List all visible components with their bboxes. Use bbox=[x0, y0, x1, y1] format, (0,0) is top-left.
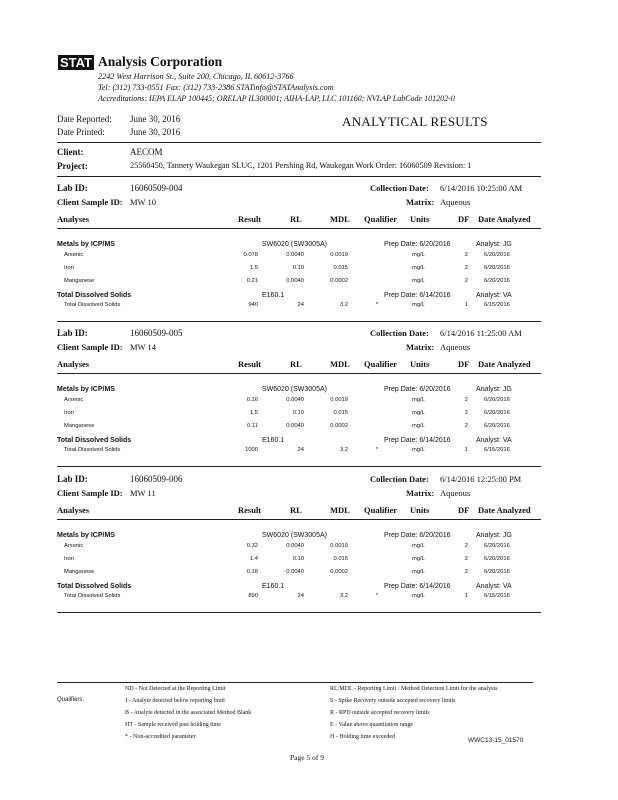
date-reported-label: Date Reported: bbox=[57, 114, 112, 124]
client-sample-id-label: Client Sample ID: bbox=[57, 197, 123, 207]
units-value: mg/L bbox=[412, 397, 425, 403]
date-analyzed-value: 6/20/2016 bbox=[484, 278, 510, 284]
mdl-value: 0.0019 bbox=[330, 252, 348, 258]
matrix: Aqueous bbox=[440, 197, 471, 207]
analysis-group-name: Total Dissolved Solids bbox=[57, 437, 132, 444]
analyte-name: Iron bbox=[64, 410, 74, 416]
analyst: Analyst: VA bbox=[476, 583, 512, 590]
col-analyses: Analyses bbox=[57, 505, 90, 515]
analyst: Analyst: JG bbox=[476, 386, 512, 393]
qualifier-note: HT - Sample received past holding time bbox=[125, 722, 221, 728]
date-analyzed-value: 6/20/2016 bbox=[484, 543, 510, 549]
footer-divider bbox=[57, 682, 533, 683]
df-value: 1 bbox=[464, 447, 468, 453]
units-value: mg/L bbox=[412, 593, 425, 599]
rl-value: 0.0040 bbox=[286, 569, 304, 575]
date-analyzed-value: 6/20/2016 bbox=[484, 252, 510, 258]
client-label: Client: bbox=[57, 147, 84, 157]
df-value: 2 bbox=[464, 556, 468, 562]
mdl-value: 0.0002 bbox=[330, 423, 348, 429]
rl-value: 24 bbox=[297, 447, 304, 453]
df-value: 2 bbox=[464, 278, 468, 284]
analyte-name: Arsenic bbox=[64, 252, 84, 258]
col-date-analyzed: Date Analyzed bbox=[478, 359, 531, 369]
collection-date: 6/14/2016 11:25:00 AM bbox=[440, 328, 522, 338]
header-divider bbox=[57, 142, 541, 143]
qualifier-note: J - Analyte detected below reporting limit bbox=[125, 698, 225, 704]
report-title: ANALYTICAL RESULTS bbox=[342, 114, 488, 129]
analysis-method: SW6020 (SW3005A) bbox=[262, 532, 327, 539]
date-printed: June 30, 2016 bbox=[130, 127, 181, 137]
analyte-name: Arsenic bbox=[64, 397, 84, 403]
df-value: 2 bbox=[464, 423, 468, 429]
collection-date-label: Collection Date: bbox=[370, 183, 429, 193]
client-sample-id: MW 11 bbox=[130, 488, 156, 498]
df-value: 1 bbox=[464, 593, 468, 599]
analysis-group-name: Metals by ICP/MS bbox=[57, 241, 115, 248]
col-mdl: MDL bbox=[330, 505, 350, 515]
units-value: mg/L bbox=[412, 447, 425, 453]
analyte-name: Arsenic bbox=[64, 543, 84, 549]
column-header-divider bbox=[57, 228, 541, 229]
lab-id-label: Lab ID: bbox=[57, 474, 88, 484]
col-analyses: Analyses bbox=[57, 359, 90, 369]
units-value: mg/L bbox=[412, 252, 425, 258]
mdl-value: 3.2 bbox=[339, 302, 348, 308]
analysis-method: E160.1 bbox=[262, 292, 285, 299]
matrix: Aqueous bbox=[440, 342, 471, 352]
analyte-name: Manganese bbox=[64, 569, 95, 575]
mdl-value: 0.0019 bbox=[330, 397, 348, 403]
analysis-group-name: Total Dissolved Solids bbox=[57, 583, 132, 590]
qualifier-note: H - Holding time exceeded bbox=[330, 734, 395, 740]
qualifier-note: ND - Not Detected at the Reporting Limit bbox=[125, 686, 226, 692]
analyst: Analyst: JG bbox=[476, 532, 512, 539]
stat-logo: STAT bbox=[59, 55, 92, 70]
mdl-value: 0.015 bbox=[333, 410, 348, 416]
units-value: mg/L bbox=[412, 423, 425, 429]
collection-date: 6/14/2016 10:25:00 AM bbox=[440, 183, 523, 193]
qualifier-value: * bbox=[375, 447, 379, 453]
result-value: 0.18 bbox=[246, 569, 258, 575]
rl-value: 0.10 bbox=[292, 410, 304, 416]
result-value: 1000 bbox=[245, 447, 258, 453]
matrix: Aqueous bbox=[440, 488, 471, 498]
result-value: 0.11 bbox=[247, 423, 258, 429]
mdl-value: 3.2 bbox=[339, 447, 348, 453]
analysis-method: SW6020 (SW3005A) bbox=[262, 386, 327, 393]
col-mdl: MDL bbox=[330, 214, 350, 224]
date-printed-label: Date Printed: bbox=[57, 127, 105, 137]
lab-id-label: Lab ID: bbox=[57, 183, 88, 193]
col-date-analyzed: Date Analyzed bbox=[478, 214, 531, 224]
client-sample-id-label: Client Sample ID: bbox=[57, 342, 123, 352]
mdl-value: 0.015 bbox=[333, 556, 348, 562]
col-units: Units bbox=[410, 359, 430, 369]
qualifier-value: * bbox=[375, 302, 379, 308]
qualifier-note: * - Non-accredited parameter bbox=[125, 734, 196, 740]
rl-value: 0.0040 bbox=[286, 423, 304, 429]
client-name: AECOM bbox=[130, 147, 163, 157]
qualifiers-label: Qualifiers: bbox=[57, 697, 85, 703]
qualifier-note: RL/MDL - Reporting Limit / Method Detection Limit for the analysis bbox=[330, 686, 498, 692]
analysis-method: SW6020 (SW3005A) bbox=[262, 241, 327, 248]
units-value: mg/L bbox=[412, 543, 425, 549]
analyte-name: Total Dissolved Solids bbox=[64, 593, 121, 599]
date-analyzed-value: 6/15/2016 bbox=[484, 302, 510, 308]
sample-divider bbox=[57, 612, 541, 613]
result-value: 0.21 bbox=[246, 278, 258, 284]
col-rl: RL bbox=[290, 505, 302, 515]
qualifier-note: R - RPD outside accepted recovery limits bbox=[330, 710, 430, 716]
lab-id: 16060509-005 bbox=[130, 328, 183, 338]
rl-value: 0.10 bbox=[292, 556, 304, 562]
date-reported: June 30, 2016 bbox=[130, 114, 181, 124]
qualifier-note: E - Value above quantitation range bbox=[330, 722, 414, 728]
analyte-name: Iron bbox=[64, 556, 74, 562]
result-value: 0.16 bbox=[246, 397, 258, 403]
rl-value: 24 bbox=[297, 593, 304, 599]
col-qualifier: Qualifier bbox=[364, 214, 398, 224]
client-sample-id: MW 10 bbox=[130, 197, 157, 207]
document-code: WWC13-15_01570 bbox=[468, 737, 524, 744]
lab-id: 16060509-006 bbox=[130, 474, 183, 484]
mdl-value: 0.0002 bbox=[330, 278, 348, 284]
analyte-name: Total Dissolved Solids bbox=[64, 447, 121, 453]
analyte-name: Total Dissolved Solids bbox=[64, 302, 121, 308]
result-value: 1.5 bbox=[249, 410, 258, 416]
sample-divider bbox=[57, 321, 541, 322]
prep-date: Prep Date: 6/14/2016 bbox=[384, 292, 451, 299]
column-header-divider bbox=[57, 373, 541, 374]
df-value: 2 bbox=[464, 543, 468, 549]
accreditations: Accreditations: IEPA ELAP 100445; ORELAP IL300001; AIHA-LAP, LLC 101160; NVLAP LabCode 101202-0 bbox=[98, 94, 455, 103]
collection-date-label: Collection Date: bbox=[370, 474, 429, 484]
analysis-group-name: Metals by ICP/MS bbox=[57, 386, 115, 393]
client-sample-id: MW 14 bbox=[130, 342, 157, 352]
project-label: Project: bbox=[57, 161, 88, 171]
result-value: 890 bbox=[248, 593, 258, 599]
qualifier-note: B - Analyte detected in the associated Method Blank bbox=[125, 710, 252, 716]
rl-value: 0.0040 bbox=[286, 278, 304, 284]
qualifier-note: S - Spike Recovery outside accepted recovery limits bbox=[330, 698, 456, 704]
analysis-method: E160.1 bbox=[262, 583, 285, 590]
col-rl: RL bbox=[290, 359, 302, 369]
mdl-value: 0.015 bbox=[333, 265, 348, 271]
col-df: DF bbox=[458, 359, 470, 369]
col-qualifier: Qualifier bbox=[364, 505, 398, 515]
analysis-group-name: Metals by ICP/MS bbox=[57, 532, 115, 539]
date-analyzed-value: 6/15/2016 bbox=[484, 593, 510, 599]
analyte-name: Iron bbox=[64, 265, 74, 271]
col-result: Result bbox=[238, 214, 262, 224]
col-df: DF bbox=[458, 505, 470, 515]
col-result: Result bbox=[238, 505, 262, 515]
prep-date: Prep Date: 6/20/2016 bbox=[384, 386, 451, 393]
units-value: mg/L bbox=[412, 302, 425, 308]
analyte-name: Manganese bbox=[64, 423, 95, 429]
rl-value: 24 bbox=[297, 302, 304, 308]
col-units: Units bbox=[410, 214, 430, 224]
analyst: Analyst: JG bbox=[476, 241, 512, 248]
rl-value: 0.0040 bbox=[286, 543, 304, 549]
lab-id-label: Lab ID: bbox=[57, 328, 88, 338]
analysis-group-name: Total Dissolved Solids bbox=[57, 292, 132, 299]
mdl-value: 3.2 bbox=[339, 593, 348, 599]
col-qualifier: Qualifier bbox=[364, 359, 398, 369]
prep-date: Prep Date: 6/20/2016 bbox=[384, 532, 451, 539]
page-number: Page 5 of 9 bbox=[290, 753, 324, 762]
result-value: 0.078 bbox=[243, 252, 258, 258]
units-value: mg/L bbox=[412, 278, 425, 284]
project-divider bbox=[57, 176, 541, 177]
col-rl: RL bbox=[290, 214, 302, 224]
analyst: Analyst: VA bbox=[476, 292, 512, 299]
col-date-analyzed: Date Analyzed bbox=[478, 505, 531, 515]
date-analyzed-value: 6/20/2016 bbox=[484, 410, 510, 416]
result-value: 0.32 bbox=[246, 543, 258, 549]
collection-date: 6/14/2016 12:25:00 PM bbox=[440, 474, 522, 484]
mdl-value: 0.0019 bbox=[330, 543, 348, 549]
units-value: mg/L bbox=[412, 569, 425, 575]
prep-date: Prep Date: 6/14/2016 bbox=[384, 583, 451, 590]
analyte-name: Manganese bbox=[64, 278, 95, 284]
analyst: Analyst: VA bbox=[476, 437, 512, 444]
units-value: mg/L bbox=[412, 410, 425, 416]
rl-value: 0.10 bbox=[292, 265, 304, 271]
date-analyzed-value: 6/20/2016 bbox=[484, 397, 510, 403]
col-mdl: MDL bbox=[330, 359, 350, 369]
matrix-label: Matrix: bbox=[406, 197, 435, 207]
col-result: Result bbox=[238, 359, 262, 369]
company-name: Analysis Corporation bbox=[98, 54, 223, 69]
result-value: 1.4 bbox=[249, 556, 258, 562]
project-info: 25560450, Tannery Waukegan SLUC, 1201 Pershing Rd, Waukegan Work Order: 16060509 Revision: 1 bbox=[130, 161, 472, 170]
df-value: 2 bbox=[464, 397, 468, 403]
result-value: 940 bbox=[248, 302, 258, 308]
prep-date: Prep Date: 6/14/2016 bbox=[384, 437, 451, 444]
df-value: 2 bbox=[464, 569, 468, 575]
col-analyses: Analyses bbox=[57, 214, 90, 224]
matrix-label: Matrix: bbox=[406, 342, 435, 352]
col-units: Units bbox=[410, 505, 430, 515]
df-value: 2 bbox=[464, 410, 468, 416]
lab-id: 16060509-004 bbox=[130, 183, 183, 193]
sample-divider bbox=[57, 466, 541, 467]
mdl-value: 0.0002 bbox=[330, 569, 348, 575]
rl-value: 0.0040 bbox=[286, 397, 304, 403]
date-analyzed-value: 6/20/2016 bbox=[484, 556, 510, 562]
rl-value: 0.0040 bbox=[286, 252, 304, 258]
company-address: 2242 West Harrison St., Suite 200, Chicago, IL 60612-3766 bbox=[98, 72, 294, 81]
column-header-divider bbox=[57, 519, 541, 520]
units-value: mg/L bbox=[412, 556, 425, 562]
df-value: 2 bbox=[464, 252, 468, 258]
matrix-label: Matrix: bbox=[406, 488, 435, 498]
result-value: 1.5 bbox=[249, 265, 258, 271]
collection-date-label: Collection Date: bbox=[370, 328, 429, 338]
date-analyzed-value: 6/15/2016 bbox=[484, 447, 510, 453]
df-value: 2 bbox=[464, 265, 468, 271]
date-analyzed-value: 6/20/2016 bbox=[484, 569, 510, 575]
date-analyzed-value: 6/20/2016 bbox=[484, 265, 510, 271]
units-value: mg/L bbox=[412, 265, 425, 271]
df-value: 1 bbox=[464, 302, 468, 308]
col-df: DF bbox=[458, 214, 470, 224]
client-sample-id-label: Client Sample ID: bbox=[57, 488, 123, 498]
analysis-method: E160.1 bbox=[262, 437, 285, 444]
qualifier-value: * bbox=[375, 593, 379, 599]
company-contact: Tel: (312) 733-0551 Fax: (312) 733-2386 STATinfo@STATAnalysis.com bbox=[98, 83, 334, 92]
prep-date: Prep Date: 6/20/2016 bbox=[384, 241, 451, 248]
date-analyzed-value: 6/20/2016 bbox=[484, 423, 510, 429]
